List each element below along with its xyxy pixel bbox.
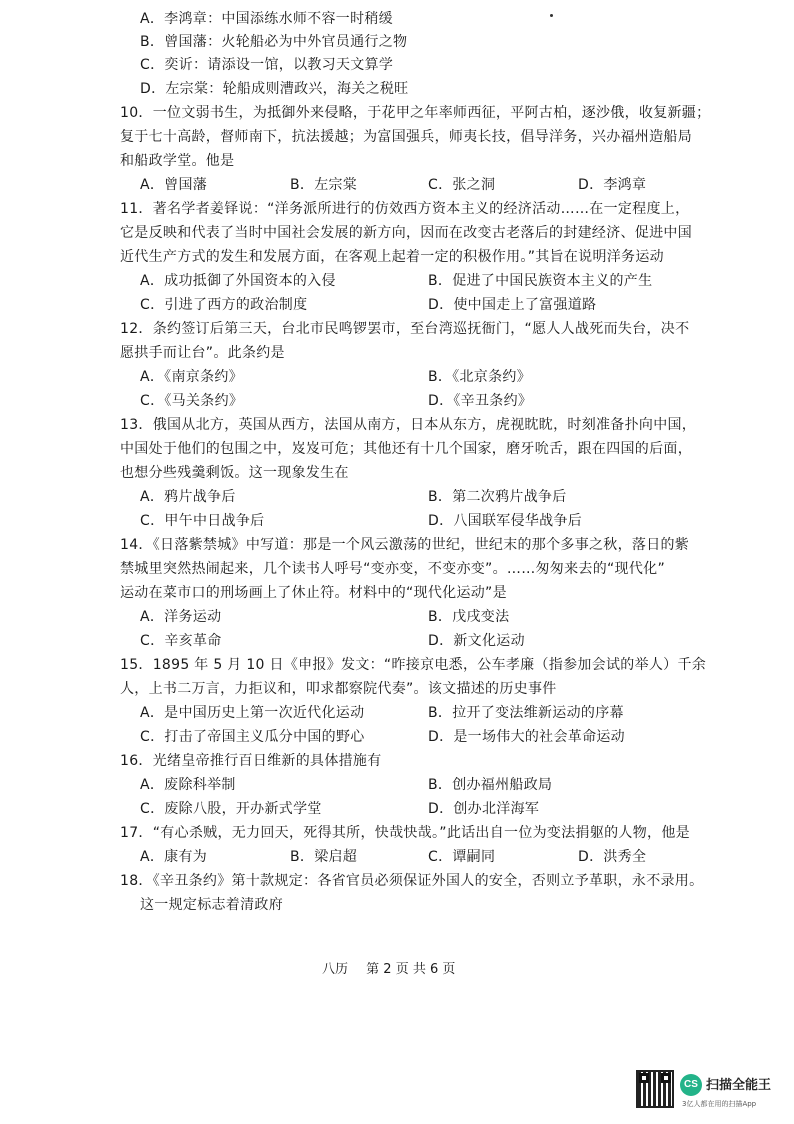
text-line: D．《辛丑条约》 xyxy=(428,393,533,409)
footer-page-info: 第 2 页 共 6 页 xyxy=(366,962,456,977)
text-line: D．新文化运动 xyxy=(428,633,525,649)
text-line: D．左宗棠：轮船成则漕政兴，海关之税旺 xyxy=(140,81,409,97)
text-line: A．康有为 xyxy=(140,849,208,865)
text-line: 和船政学堂。他是 xyxy=(120,153,235,169)
text-line: C．谭嗣同 xyxy=(428,849,496,865)
text-line: B．梁启超 xyxy=(290,849,358,865)
scan-speck xyxy=(550,14,553,17)
text-line: D．李鸿章 xyxy=(578,177,647,193)
text-line: 人，上书二万言，力拒议和，叩求都察院代奏”。该文描述的历史事件 xyxy=(120,681,557,697)
text-line: B．创办福州船政局 xyxy=(428,777,553,793)
text-line: 15．1895 年 5 月 10 日《申报》发文：“昨接京电悉，公车孝廉（指参加会试的举人）千余 xyxy=(120,657,707,673)
text-line: 12．条约签订后第三天，台北市民鸣锣罢市，至台湾巡抚衙门，“愿人人战死而失台，决不 xyxy=(120,321,690,337)
page-footer xyxy=(322,958,469,977)
scanner-brand-name: 扫描全能王 xyxy=(706,1078,772,1093)
text-line: D．洪秀全 xyxy=(578,849,647,865)
text-line: A．《南京条约》 xyxy=(140,369,243,385)
text-line: 近代生产方式的发生和发展方面，在客观上起着一定的积极作用。”其旨在说明洋务运动 xyxy=(120,249,664,265)
text-line: C．打击了帝国主义瓜分中国的野心 xyxy=(140,729,365,745)
text-line: C．张之洞 xyxy=(428,177,496,193)
text-line: A．李鸿章：中国添练水师不容一时稍缓 xyxy=(140,11,393,27)
text-line: A．是中国历史上第一次近代化运动 xyxy=(140,705,365,721)
text-line: B．第二次鸦片战争后 xyxy=(428,489,567,505)
text-line: 也想分些残羹剩饭。这一现象发生在 xyxy=(120,465,349,481)
text-line: C．辛亥革命 xyxy=(140,633,222,649)
camscanner-logo-icon: CS xyxy=(680,1074,702,1096)
text-line: D．是一场伟大的社会革命运动 xyxy=(428,729,625,745)
text-line: B．拉开了变法维新运动的序幕 xyxy=(428,705,624,721)
text-line: 11．著名学者姜铎说：“洋务派所进行的仿效西方资本主义的经济活动……在一定程度上， xyxy=(120,201,690,217)
text-line: C．《马关条约》 xyxy=(140,393,244,409)
text-line: C．奕䜣：请添设一馆，以教习天文算学 xyxy=(140,57,394,73)
text-line: B．促进了中国民族资本主义的产生 xyxy=(428,273,653,289)
text-line: D．八国联军侵华战争后 xyxy=(428,513,583,529)
text-line: 这一规定标志着清政府 xyxy=(140,897,283,913)
text-line: A．鸦片战争后 xyxy=(140,489,236,505)
text-line: 14．《日落紫禁城》中写道：那是一个风云激荡的世纪，世纪末的那个多事之秋，落日的紫 xyxy=(120,537,690,553)
text-line: B．《北京条约》 xyxy=(428,369,532,385)
text-line: 愿拱手而让台”。此条约是 xyxy=(120,345,285,361)
text-line: A．洋务运动 xyxy=(140,609,222,625)
footer-subject: 八历 xyxy=(322,962,349,977)
text-line: C．废除八股，开办新式学堂 xyxy=(140,801,322,817)
qr-code-icon xyxy=(636,1070,674,1108)
text-line: 13．俄国从北方，英国从西方，法国从南方，日本从东方，虎视眈眈，时刻准备扑向中国， xyxy=(120,417,697,433)
text-line: 10．一位文弱书生，为抵御外来侵略，于花甲之年率师西征，平阿古柏，逐沙俄，收复新疆； xyxy=(120,105,711,121)
text-line: 17．“有心杀贼，无力回天，死得其所，快哉快哉。”此话出自一位为变法捐躯的人物，他是 xyxy=(120,825,690,841)
text-line: 中国处于他们的包围之中，岌岌可危；其他还有十几个国家，磨牙吮舌，跟在四国的后面， xyxy=(120,441,692,457)
text-line: C．引进了西方的政治制度 xyxy=(140,297,308,313)
text-line: B．左宗棠 xyxy=(290,177,358,193)
text-line: 禁城里突然热闹起来，几个读书人呼号“变亦变，不变亦变”。……匆匆来去的“现代化” xyxy=(120,561,666,577)
text-line: 18．《辛丑条约》第十款规定：各省官员必须保证外国人的安全，否则立予革职，永不录用。 xyxy=(120,873,704,889)
text-line: B．戊戌变法 xyxy=(428,609,510,625)
text-line: 运动在菜市口的刑场画上了休止符。材料中的“现代化运动”是 xyxy=(120,585,507,601)
text-line: 它是反映和代表了当时中国社会发展的新方向，因而在改变古老落后的封建经济、促进中国 xyxy=(120,225,692,241)
scanner-tagline: 3亿人都在用的扫描App xyxy=(682,1100,757,1108)
text-line: A．废除科举制 xyxy=(140,777,236,793)
text-line: 16．光绪皇帝推行百日维新的具体措施有 xyxy=(120,753,382,769)
text-line: D．使中国走上了富强道路 xyxy=(428,297,597,313)
text-line: 复于七十高龄，督师南下，抗法援越；为富国强兵，师夷长技，倡导洋务，兴办福州造船局 xyxy=(120,129,692,145)
text-line: A．曾国藩 xyxy=(140,177,208,193)
text-line: D．创办北洋海军 xyxy=(428,801,540,817)
text-line: B．曾国藩：火轮船必为中外官员通行之物 xyxy=(140,34,408,50)
text-line: C．甲午中日战争后 xyxy=(140,513,265,529)
text-line: A．成功抵御了外国资本的入侵 xyxy=(140,273,336,289)
